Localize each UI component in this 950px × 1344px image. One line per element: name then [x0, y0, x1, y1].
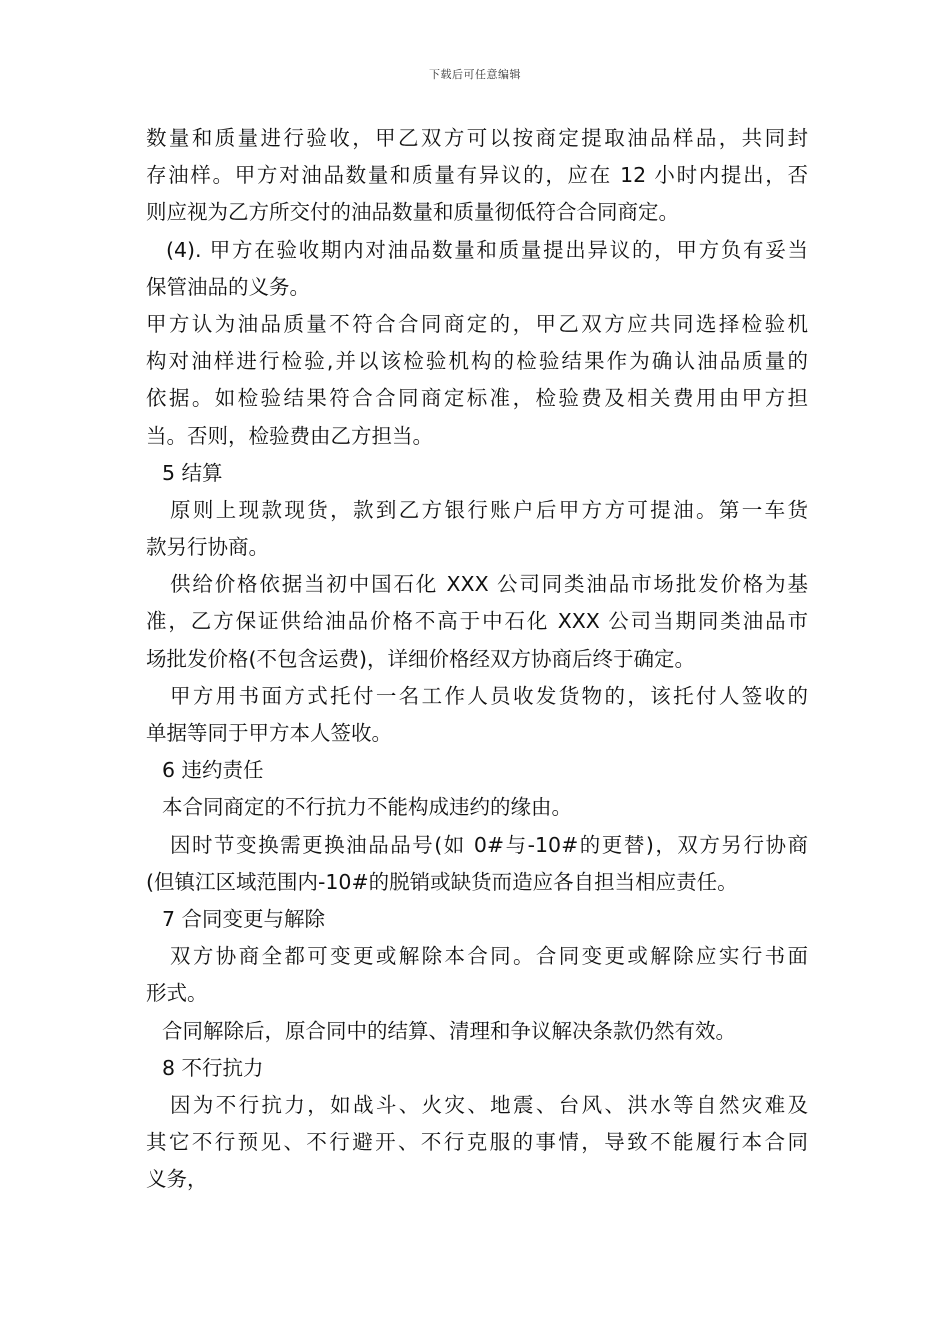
- body-line: 准，乙方保证供给油品价格不高于中石化 XXX 公司当期同类油品市: [146, 609, 808, 634]
- body-line: 其它不行预见、不行避开、不行克服的事情，导致不能履行本合同: [146, 1130, 808, 1155]
- body-line: 依据。如检验结果符合合同商定标准，检验费及相关费用由甲方担: [146, 386, 808, 411]
- body-line: 原则上现款现货，款到乙方银行账户后甲方方可提油。第一车货: [170, 497, 808, 522]
- section-heading: 5 结算: [162, 460, 223, 485]
- body-line: 义务，: [146, 1167, 208, 1192]
- body-line: 数量和质量进行验收，甲乙双方可以按商定提取油品样品，共同封: [146, 126, 808, 150]
- section-heading: 7 合同变更与解除: [162, 906, 326, 931]
- body-line: 形式。: [146, 981, 208, 1006]
- body-line: 合同解除后，原合同中的结算、清理和争议解决条款仍然有效。: [162, 1018, 736, 1043]
- body-line: 因时节变换需更换油品品号(如 0#与-10#的更替)，双方另行协商: [170, 832, 808, 857]
- body-line: 甲方认为油品质量不符合合同商定的，甲乙双方应共同选择检验机: [146, 311, 808, 336]
- body-line: 双方协商全都可变更或解除本合同。合同变更或解除应实行书面: [170, 944, 808, 969]
- body-line: 存油样。甲方对油品数量和质量有异议的，应在 12 小时内提出，否: [146, 163, 808, 188]
- body-line: 因为不行抗力，如战斗、火灾、地震、台风、洪水等自然灾难及: [170, 1092, 808, 1117]
- body-line: 当。否则，检验费由乙方担当。: [146, 423, 433, 448]
- body-line: 本合同商定的不行抗力不能构成违约的缘由。: [162, 795, 572, 820]
- body-line: (4). 甲方在验收期内对油品数量和质量提出异议的，甲方负有妥当: [166, 237, 808, 262]
- page-header-note: 下载后可任意编辑: [429, 68, 521, 81]
- body-line: 甲方用书面方式托付一名工作人员收发货物的，该托付人签收的: [170, 683, 808, 708]
- body-line: 款另行协商。: [146, 535, 269, 560]
- section-heading: 8 不行抗力: [162, 1055, 264, 1080]
- section-heading: 6 违约责任: [162, 758, 264, 783]
- body-line: 单据等同于甲方本人签收。: [146, 721, 392, 745]
- body-line: 则应视为乙方所交付的油品数量和质量彻低符合合同商定。: [146, 200, 679, 225]
- body-line: (但镇江区域范围内-10#的脱销或缺货而造应各自担当相应责任。: [146, 869, 738, 894]
- document-body: [146, 120, 808, 1198]
- body-line: 保管油品的义务。: [146, 274, 310, 299]
- body-line: 供给价格依据当初中国石化 XXX 公司同类油品市场批发价格为基: [170, 572, 808, 597]
- body-line: 场批发价格(不包含运费)，详细价格经双方协商后终于确定。: [146, 646, 695, 671]
- body-line: 构对油样进行检验,并以该检验机构的检验结果作为确认油品质量的: [146, 349, 808, 374]
